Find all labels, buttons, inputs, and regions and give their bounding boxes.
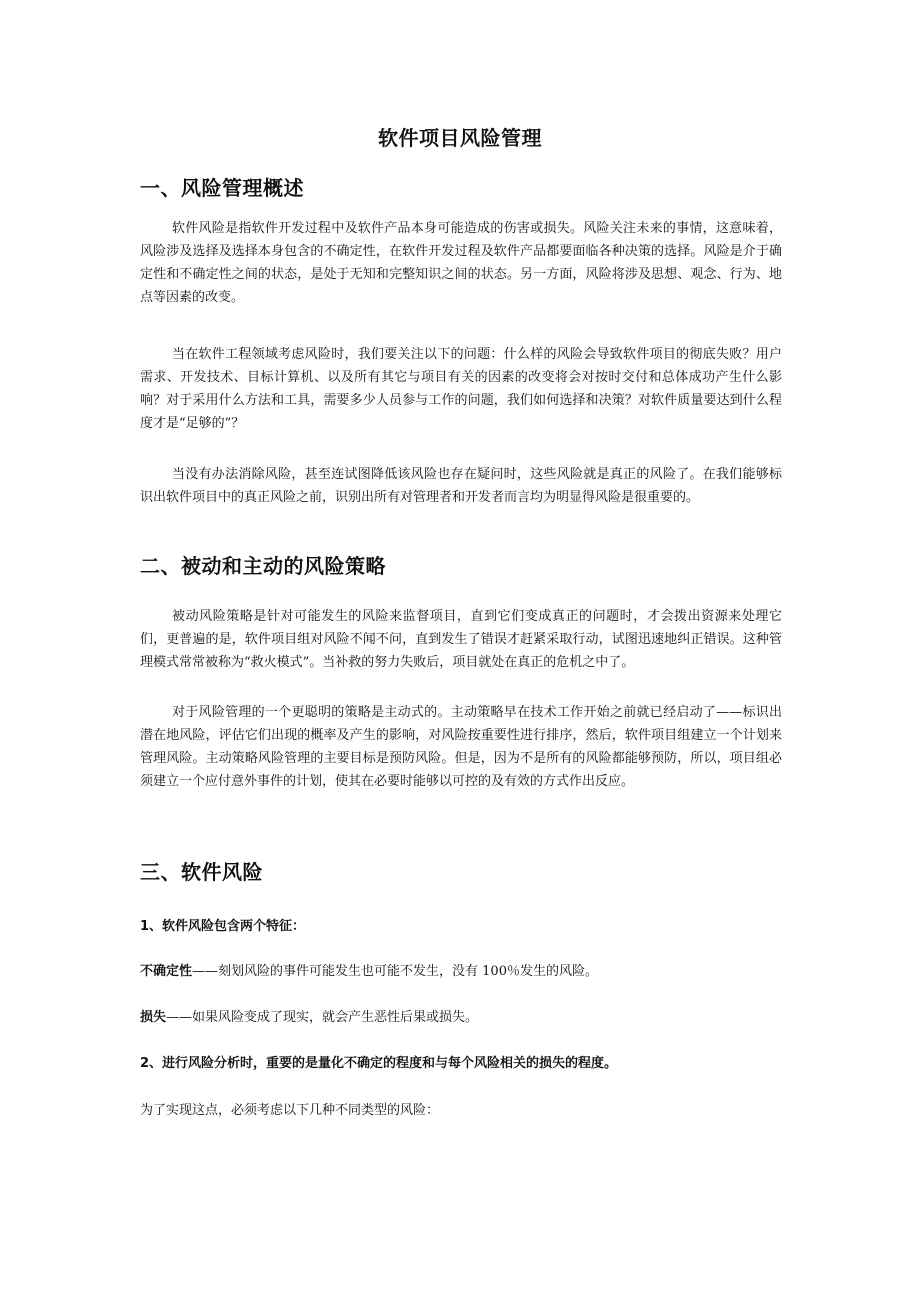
section-3-closing-line: 为了实现这点，必须考虑以下几种不同类型的风险：: [140, 1103, 440, 1118]
loss-term: 损失: [140, 1010, 167, 1025]
uncertainty-definition: [140, 962, 782, 982]
section-3-heading: 三、软件风险: [140, 860, 263, 884]
section-3-item-2: 2、进行风险分析时，重要的是量化不确定的程度和与每个风险相关的损失的程度。: [140, 1056, 618, 1071]
section-2-heading: 二、被动和主动的风险策略: [140, 554, 386, 578]
loss-definition: [140, 1008, 782, 1028]
section-1-heading: 一、风险管理概述: [140, 176, 304, 200]
section-3-item-1: 1、软件风险包含两个特征：: [140, 919, 306, 934]
section-2-paragraph-2: 对于风险管理的一个更聪明的策略是主动式的。主动策略早在技术工作开始之前就已经启动了——标识出潜在地风险，评估它们出现的概率及产生的影响，对风险按重要性进行排序，然后，软件项目组建立一个计划来管理风险。主动策略风险管理的主要目标是预防风险。但是，因为不是所有的风险都能够预防，所以，项目组必须建立一个应付意外事件的计划，使其在必要时能够以可控的及有效的方式作出反应。: [140, 705, 782, 789]
document-title: 软件项目风险管理: [378, 126, 542, 150]
section-1-paragraph-1: 软件风险是指软件开发过程中及软件产品本身可能造成的伤害或损失。风险关注未来的事情，这意味着，风险涉及选择及选择本身包含的不确定性，在软件开发过程及软件产品都要面临各种决策的选择。风险是介于确定性和不确定性之间的状态，是处于无知和完整知识之间的状态。另一方面，风险将涉及思想、观念、行为、地点等因素的改变。: [140, 221, 782, 305]
uncertainty-term: 不确定性: [140, 964, 193, 979]
loss-text: ——如果风险变成了现实，就会产生恶性后果或损失。: [166, 1010, 479, 1025]
section-1-paragraph-3: 当没有办法消除风险，甚至连试图降低该风险也存在疑问时，这些风险就是真正的风险了。在我们能够标识出软件项目中的真正风险之前，识别出所有对管理者和开发者而言均为明显得风险是很重要的。: [140, 467, 782, 505]
uncertainty-text: ——刻划风险的事件可能发生也可能不发生，没有 100％发生的风险。: [192, 964, 598, 979]
section-1-paragraph-2: 当在软件工程领域考虑风险时，我们要关注以下的问题：什么样的风险会导致软件项目的彻底失败？用户需求、开发技术、目标计算机、以及所有其它与项目有关的因素的改变将会对按时交付和总体成功产生什么影响？对于采用什么方法和工具，需要多少人员参与工作的问题，我们如何选择和决策？对软件质量要达到什么程度才是“足够的”？: [140, 347, 782, 431]
section-2-paragraph-1: 被动风险策略是针对可能发生的风险来监督项目，直到它们变成真正的问题时，才会拨出资源来处理它们，更普遍的是，软件项目组对风险不闻不问，直到发生了错误才赶紧采取行动，试图迅速地纠正错误。这种管理模式常常被称为“救火模式”。当补救的努力失败后，项目就处在真正的危机之中了。: [140, 609, 782, 670]
